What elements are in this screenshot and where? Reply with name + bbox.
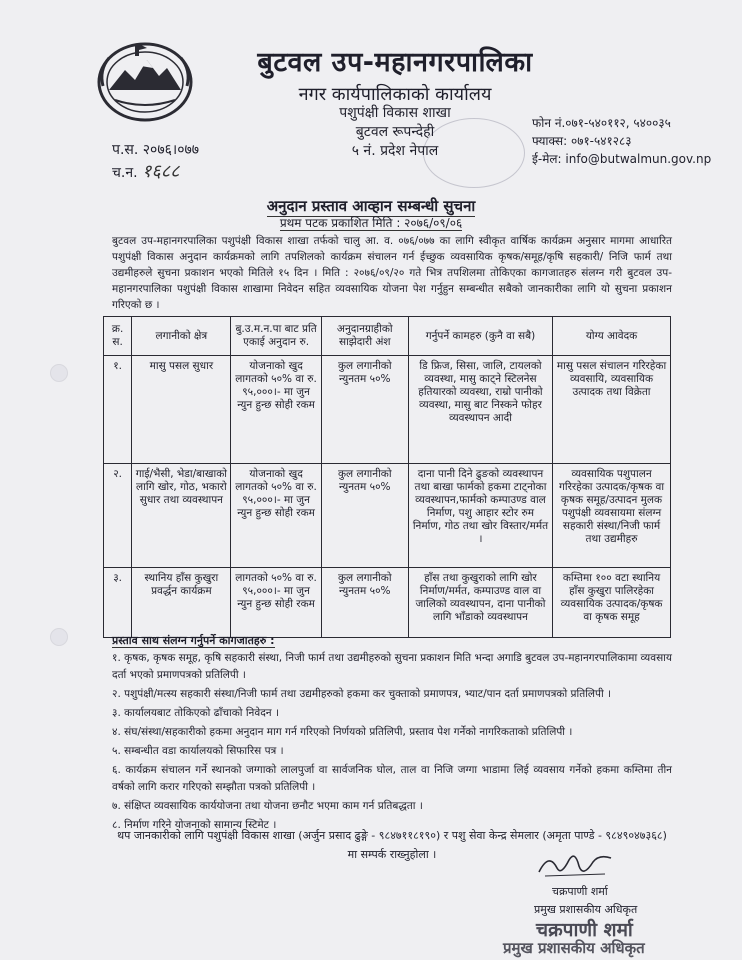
contact-email[interactable]: ई-मेल: info@butwalmun.gov.np [532, 152, 712, 166]
ref-cn [112, 159, 179, 183]
table-cell: ३. [104, 568, 132, 638]
notice-title [0, 196, 742, 216]
table-cell: कुल लगानीको न्युनतम ५०% [321, 568, 408, 638]
table-header: बु.उ.म.न.पा बाट प्रति एकाई अनुदान रु. [231, 317, 321, 356]
table-cell: १. [104, 356, 132, 464]
notice-title-text: अनुदान प्रस्ताव आव्हान सम्बन्धी सुचना [266, 197, 476, 215]
table-header: योग्य आवेदक [553, 317, 671, 356]
list-item: ६. कार्यक्रम संचालन गर्ने स्थानको जग्गाको लालपुर्जा वा सार्वजनिक घोल, ताल वा निजि जग्गा भाडामा लिई व्यवसाय गर्नेको हकमा कम्तिमा तीन वर्षको लागि करार गरिएको सम्झौता पत्रको प्रतिलिपी । [112, 764, 672, 793]
ref-ps: प.स. २०७६।०७७ [112, 142, 200, 158]
program-table [103, 316, 671, 638]
table-header: गर्नुपर्ने कामहरु (कुनै वा सबै) [408, 317, 552, 356]
name-stamp: चक्रपाणी शर्मा [536, 919, 633, 941]
notice-subtitle [0, 214, 742, 231]
ref-cn-value: १६८८ [142, 161, 180, 182]
table-cell: २. [104, 464, 132, 568]
table-header: क्र. स. [104, 317, 132, 356]
list-item: ४. संघ/संस्था/सहकारीको हकमा अनुदान माग गर्न गरिएको निर्णयको प्रतिलिपी, प्रस्ताव पेश गर्नेको नागरिकताको प्रतिलिपी । [112, 726, 573, 738]
table-cell: मासु पसल सुधार [132, 356, 231, 464]
list-item: २. पशुपंक्षी/मत्स्य सहकारी संस्था/निजी फार्म तथा उद्यमीहरुको हकमा कर चुक्ताको प्रमाणपत्र, भ्याट/पान दर्ता प्रमाणपत्रको प्रतिलिपी । [112, 688, 612, 700]
table-cell: मासु पसल संचालन गरिरहेका व्यवसायि, व्यवसायिक उत्पादक तथा विक्रेता [553, 356, 671, 464]
table-cell: योजनाको खुद लागतको ५०% वा रु. ९५,०००।- मा जुन न्युन हुन्छ सोही रकम [231, 464, 321, 568]
table-cell: हाँस तथा कुखुराको लागि खोर निर्माण/मर्मत, कम्पाउण्ड वाल वा जालिको व्यवस्थापन, दाना पानीको लागि भाँडाको व्यवस्थापन [408, 568, 552, 638]
signatory-title: प्रमुख प्रशासकीय अधिकृत [534, 903, 638, 916]
table-row [104, 356, 671, 464]
handwritten-signature [535, 848, 615, 882]
table-cell: स्थानिय हाँस कुखुरा प्रवर्द्धन कार्यक्रम [132, 568, 231, 638]
documents-heading-text: प्रस्ताव साथ संलग्न गर्नुपर्ने कागजातहरु : [112, 634, 275, 647]
table-cell: गाई/भैसी, भेडा/बाखाको लागि खोर, गोठ, भकारो सुधार तथा व्यवस्थापन [132, 464, 231, 568]
contact-phone: फोन नं.०७१-५४०११२, ५४००३५ [532, 116, 671, 130]
table-cell: कुल लगानीको न्युनतम ५०% [321, 464, 408, 568]
title-stamp: प्रमुख प्रशासकीय अधिकृत [503, 939, 645, 957]
table-cell: डि फ्रिज, सिसा, जालि, टायलको व्यवस्था, मासु काट्ने स्टिलनेस हतियारको व्यवस्था, राम्रो पानीको व्यवस्था, मासु बाट निस्कने फोहर व्यवस्थापन आदी [408, 356, 552, 464]
table-cell: व्यवसायिक पशुपालन गरिरहेका उत्पादक/कृषक वा कृषक समूह/उत्पादन मुलक पशुपंक्षी व्यवसायमा संलग्न सहकारी संस्था/निजी फार्म तथा उद्यमीहरु [553, 464, 671, 568]
address-line: ५ नं. प्रदेश नेपाल [351, 143, 439, 159]
list-item: १. कृषक, कृषक समूह, कृषि सहकारी संस्था, निजी फार्म तथा उद्यमीहरुको सुचना प्रकाशन मिति भन्दा अगाडि बुटवल उप-महानगरपालिकामा व्यवसाय दर्ता भएको प्रमाणपत्रको प्रतिलिपी । [112, 652, 672, 681]
signatory-name: चक्रपाणी शर्मा [552, 885, 608, 898]
list-item: ७. संक्षिप्त व्यवसायिक कार्ययोजना तथा योजना छनौट भएमा काम गर्न प्रतिबद्धता । [112, 800, 423, 812]
org-name: बुटवल उप-महानगरपालिका [257, 47, 533, 78]
list-item: ८. निर्माण गरिने योजनाको सामान्य स्टिमेट । [112, 819, 277, 831]
contact-note: थप जानकारीको लागि पशुपंक्षी विकास शाखा (अर्जुन प्रसाद ढुङ्गे - ९८४७११८१९०) र पशु सेवा केन्द्र सेमलार (अमृता पाण्डे - ९८४९०४७३६८) मा सम्पर्क राख्नुहोला । [117, 829, 667, 861]
punch-hole [50, 628, 68, 646]
notice-intro: बुटवल उप-महानगरपालिका पशुपंक्षी विकास शाखा तर्फको चालु आ. व. ०७६/०७७ का लागि स्वीकृत वार्षिक कार्यक्रम अनुसार मागमा आधारित पशुपंक्षी विकास अनुदान कार्यक्रमको लागि तपशिलको कार्यक्रम संचालन गर्न ईच्छुक व्यवसायिक कृषक/समूह/कृषि सहकारी/ निजि फार्म तथा उद्यमीहरुले सुचना प्रकाशन भएको मितिले १५ दिन । मिति : २०७६/०९/२० गते भित्र तपशिलमा तोकिएका कागजातहरु संलग्न गरी बुटवल उप-महानगरपालिका पशुपंक्षी विकास शाखामा निवेदन सहित व्यवसायिक योजना पेश गर्नुहुन सम्बन्धीत सबैको जानकारीका लागि यो सुचना प्रकाशन गरिएको छ । [112, 235, 672, 311]
contact-fax: फ्याक्स: ०७१-५४१२८३ [532, 134, 632, 148]
documents-list [112, 650, 672, 836]
table-header: लगानीको क्षेत्र [132, 317, 231, 356]
list-item: ३. कार्यालयबाट तोकिएको ढाँचाको निवेदन । [112, 707, 279, 719]
ref-cn-label: च.न. [112, 165, 138, 181]
address-line: बुटवल रूपन्देही [355, 124, 435, 140]
table-row [104, 568, 671, 638]
notice-subtitle-text: प्रथम पटक प्रकाशित मिति : २०७६/०९/०६ [279, 216, 463, 230]
table-header: अनुदानग्राहीको साझेदारी अंश [321, 317, 408, 356]
table-cell: कुल लगानीको न्युनतम ५०% [321, 356, 408, 464]
table-cell: कम्तिमा १०० वटा स्थानिय हाँस कुखुरा पालिरहेका व्यवसायिक उत्पादक/कृषक वा कृषक समूह [553, 568, 671, 638]
list-item: ५. सम्बन्धीत वडा कार्यालयको सिफारिस पत्र । [112, 745, 284, 757]
table-cell: योजनाको खुद लागतको ५०% वा रु. ९५,०००।- मा जुन न्युन हुन्छ सोही रकम [231, 356, 321, 464]
branch-name: पशुपंक्षी विकास शाखा [339, 105, 451, 121]
table-cell: लागतको ५०% वा रु. ९५,०००।- मा जुन न्युन हुन्छ सोही रकम [231, 568, 321, 638]
office-name: नगर कार्यपालिकाको कार्यालय [298, 84, 492, 105]
documents-heading [112, 633, 275, 648]
table-header-row [104, 317, 671, 356]
punch-hole [50, 364, 68, 382]
table-row [104, 464, 671, 568]
table-cell: दाना पानी दिने ढुङको व्यवस्थापन तथा बाखा फार्मको हकमा टाट्नोका व्यवस्थापन,फार्मको कम्पाउण्ड वाल निर्माण, पशु आहार स्टोर रुम निर्माण, गोठ तथा खोर विस्तार/मर्मत । [408, 464, 552, 568]
